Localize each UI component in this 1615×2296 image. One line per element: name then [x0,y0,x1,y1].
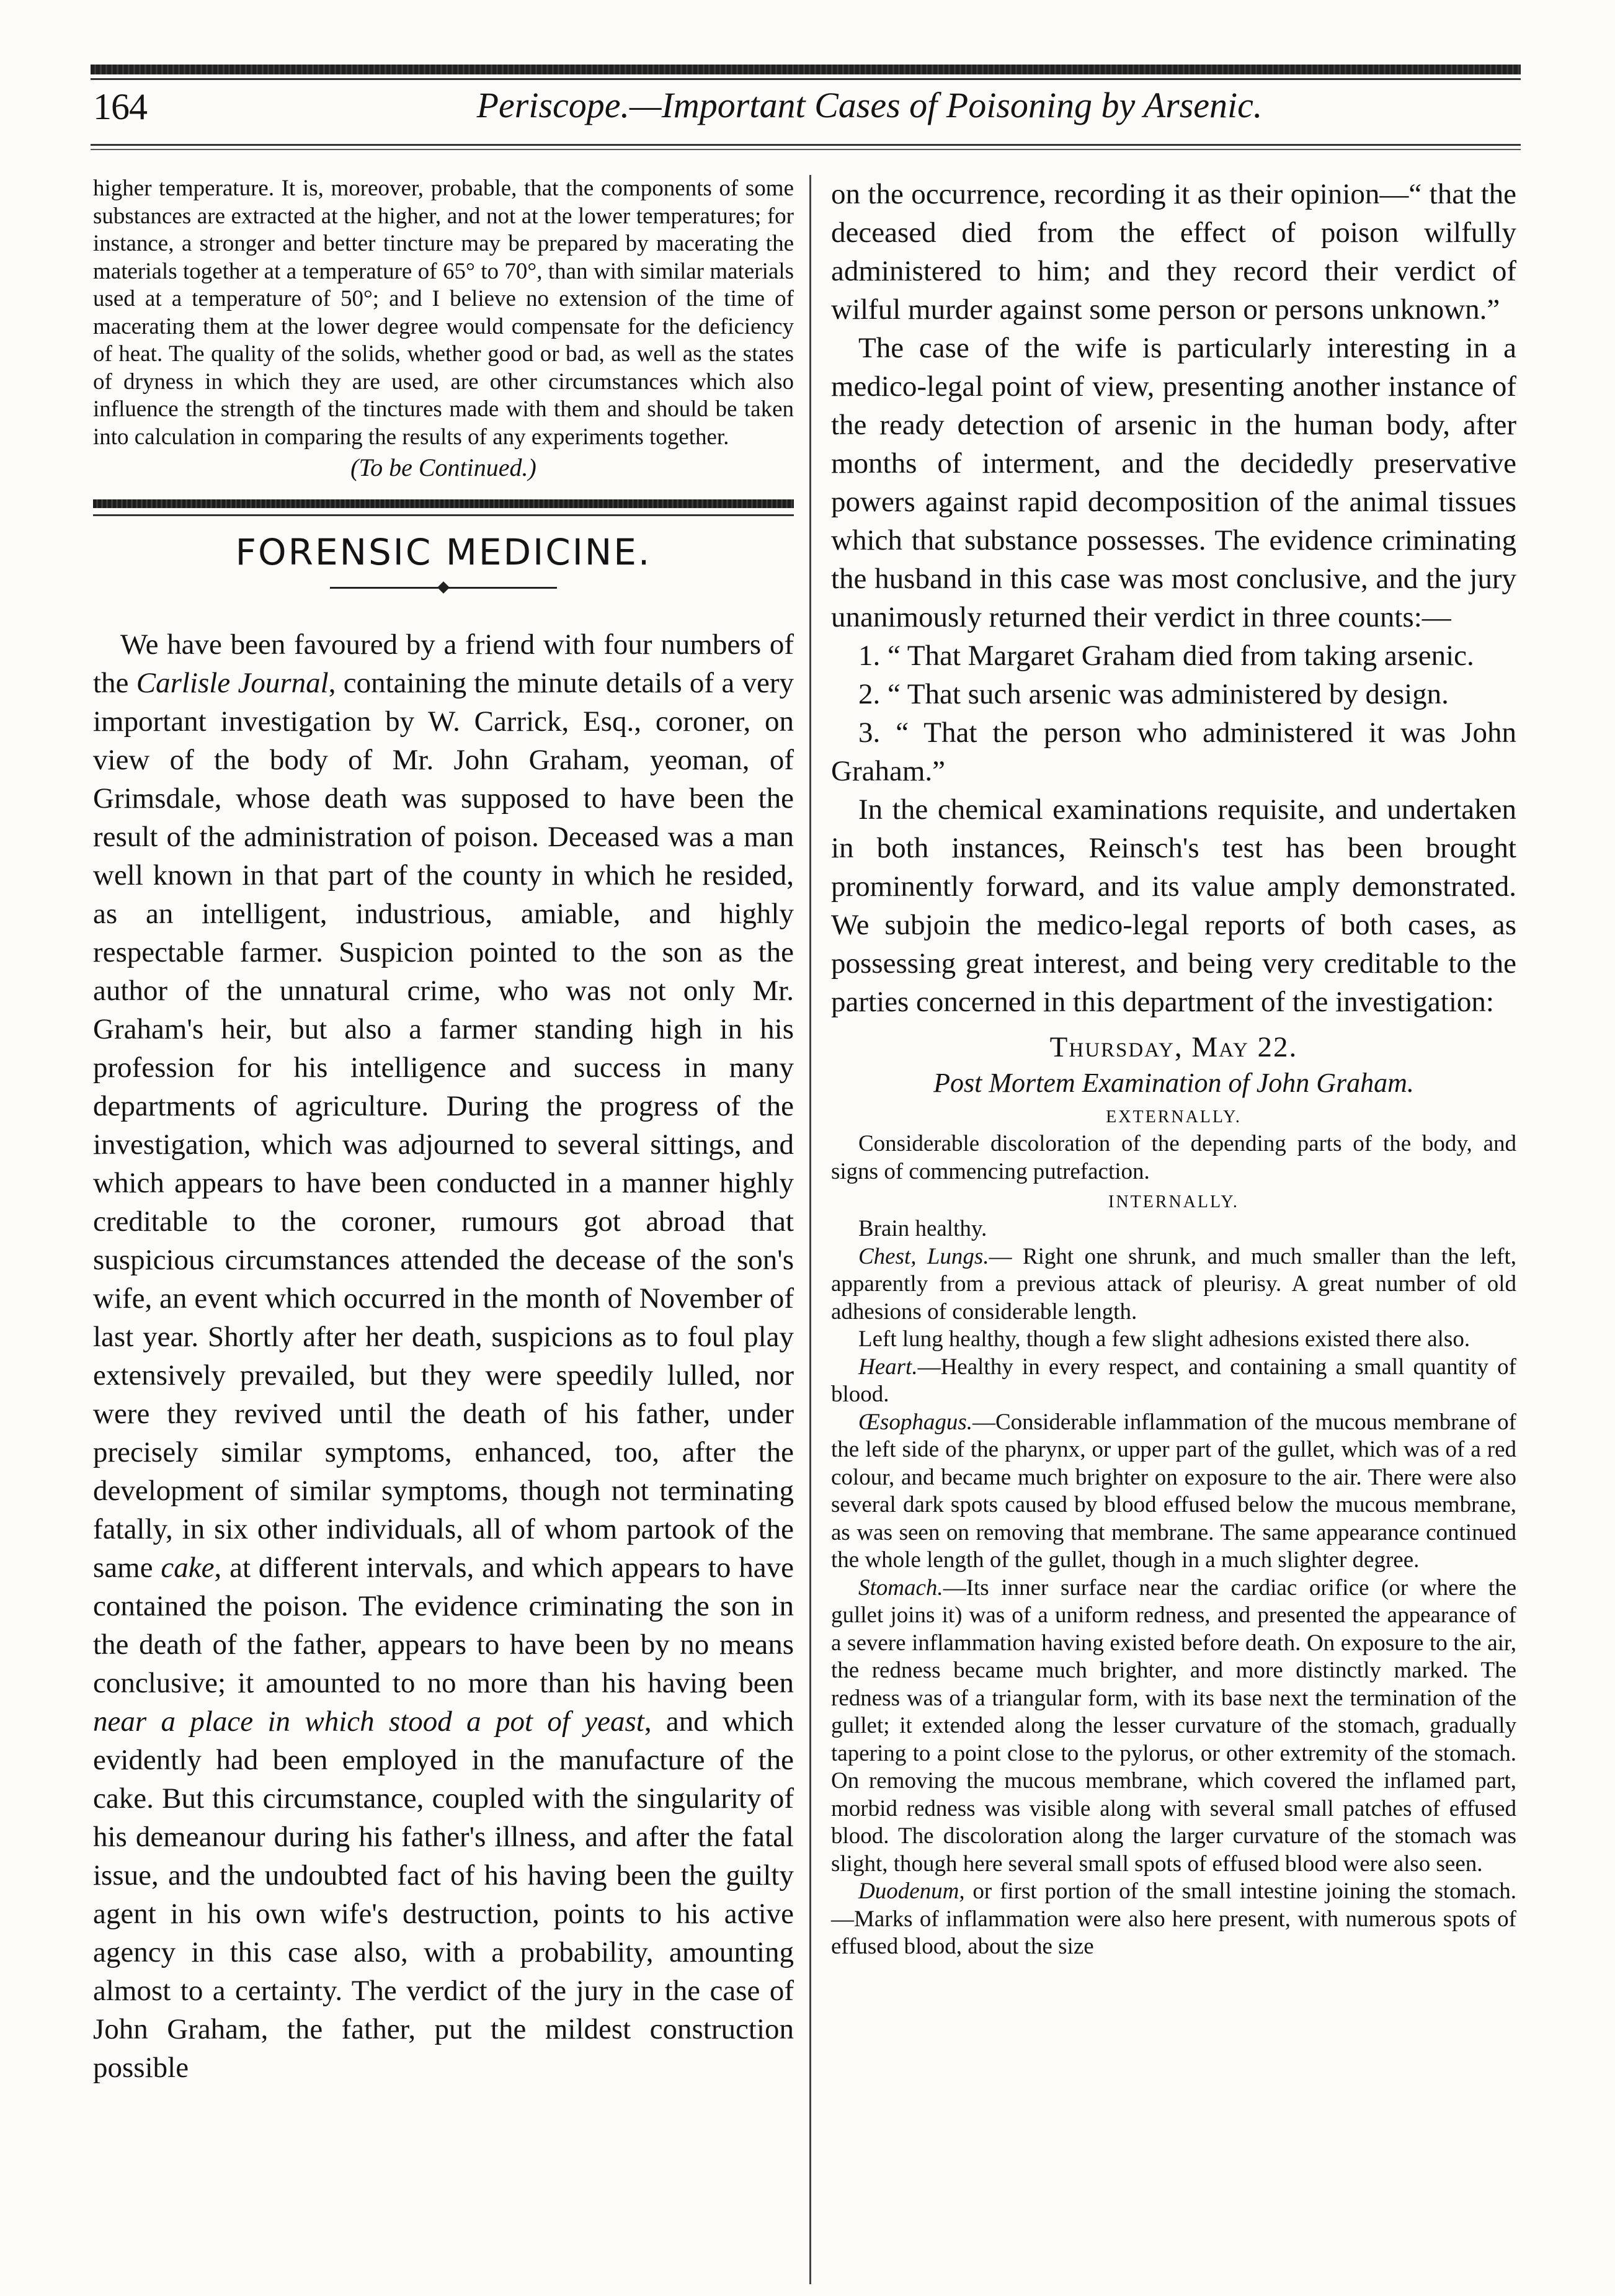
journal-name: Carlisle Journal [136,667,329,699]
stomach-label: Stomach. [858,1575,943,1601]
oesophagus-text: —Considerable inflammation of the mucous membrane of the left side of the pharynx, or upper part of the gullet, which was of a red colour, and became much brighter on exposure to the air. There were also several dark spots caused by blood effused below the mucous membrane, as was seen on removing that membrane. The same appearance continued the whole length of the gullet, though in a much slighter degree. [831,1409,1516,1573]
top-rule-thin [91,78,1521,80]
heart-text: —Healthy in every respect, and containing a small quantity of blood. [831,1354,1516,1407]
chest-label: Chest, Lungs. [858,1243,989,1269]
internally-heading: INTERNALLY. [1108,1192,1239,1212]
heart-label: Heart. [858,1354,918,1380]
section-rule [93,499,794,508]
wife-case-paragraph: The case of the wife is particularly interesting in a medico-legal point of view, presenting another instance of the ready detection of arsenic in the human body, after months of interment, and the decidedly preservative powers against rapid decomposition of the animal tissues which that substance possesses. The evidence criminating the husband in this case was most conclusive, and the jury unanimously returned their verdict in three counts:— [831,332,1516,633]
text-run: , and which evidently had been employed in the manufacture of the cake. But this circumstance, coupled with the singularity of his demeanour during his father's illness, and after the fatal issue, and the undoubted fact of his having been the guilty agent in his own wife's destruction, points to his active agency in this case also, with a probability, amounting almost to a certainty. The verdict of the jury in the case of John Graham, the father, put the mildest construction possible [93,1705,794,2084]
stomach-text: —Its inner surface near the cardiac orifice (or where the gullet joins it) was of a uniform redness, and presented the appearance of a severe inflammation having existed before death. On exposure to the air, the redness became much brighter, and more distinctly marked. The redness was of a triangular form, with its base next the termination of the gullet; it extended along the lesser curvature of the stomach, gradually tapering to a point close to the pylorus, or other extremity of the stomach. On removing the mucous membrane, which covered the inflamed part, morbid redness was visible along with several small patches of effused blood. The discoloration along the larger curvature of the stomach was slight, though here several small spots of effused blood were also seen. [831,1575,1516,1877]
running-head: Periscope.—Important Cases of Poisoning by Arsenic. [476,85,1263,125]
text-run: , containing the minute details of a very important investigation by W. Carrick, Esq., coroner, on view of the body of Mr. John Graham, yeoman, of Grimsdale, whose death was supposed to have been the result of the administration of poison. Deceased was a man well known in that part of the county in which he resided, as an intelligent, industrious, amiable, and highly respectable farmer. Suspicion pointed to the son as the author of the unnatural crime, who was not only Mr. Graham's heir, but also a farmer standing high in his profession for his intelligence and success in many departments of agriculture. During the progress of the investigation, which was adjourned to several sittings, and which appears to have been conducted in a manner highly creditable to the coroner, rumours got abroad that suspicious circumstances attended the decease of the son's wife, an event which occurred in the month of November of last year. Shortly after her death, suspicions as to foul play extensively prevailed, but they were speedily lulled, nor were they revived until the death of his father, under precisely similar symptoms, enhanced, too, after the development of similar symptoms, though not terminating fatally, in six other individuals, all of whom partook of the same [93,667,794,1584]
header-rule-secondary [91,149,1521,150]
column-divider [809,175,811,2284]
count-item: 1. “ That Margaret Graham died from taking arsenic. [858,640,1474,672]
chest-text: — Right one shrunk, and much smaller than the left, apparently from a previous attack of pleurisy. A great number of old adhesions of considerable length. [831,1243,1516,1324]
left-lung-text: Left lung healthy, though a few slight adhesions existed there also. [858,1326,1470,1352]
page-number: 164 [93,86,147,127]
section-title: FORENSIC MEDICINE. [235,531,652,573]
duodenum-label: Duodenum, [858,1878,965,1904]
heart-paragraph [831,1354,1516,1409]
duodenum-paragraph [831,1878,1516,1961]
right-column [831,175,1516,1961]
verdict-paragraph: on the occurrence, recording it as their opinion—“ that the deceased died from the effect of poison wilfully administered to him; and they record their verdict of wilful murder against some person or persons unknown.” [831,178,1516,326]
reinsch-paragraph: In the chemical examinations requisite, and undertaken in both instances, Reinsch's test has been brought prominently forward, and its value amply demonstrated. We subjoin the medico-legal reports of both cases, as possessing great interest, and being very creditable to the parties concerned in this department of the investigation: [831,793,1516,1018]
chest-paragraph [831,1243,1516,1326]
continuation-paragraph: higher temperature. It is, moreover, probable, that the components of some substances are extracted at the higher, and not at the lower temperatures; for instance, a stronger and better tincture may be prepared by macerating the materials together at a temperature of 65° to 70°, than with similar materials used at a temperature of 50°; and I believe no extension of the time of macerating them at the lower degree would compensate for the deficiency of heat. The quality of the solids, whether good or bad, as well as the states of dryness in which they are used, are other circumstances which also influence the strength of the tinctures made with them and should be taken into calculation in comparing the results of any experiments together. [93,176,794,450]
count-item: 2. “ That such arsenic was administered by design. [858,678,1449,710]
externally-text: Considerable discoloration of the depending parts of the body, and signs of commencing putrefaction. [831,1131,1516,1184]
left-column [93,175,794,2087]
header-rule [91,144,1521,146]
top-rule [91,65,1521,74]
section-rule-thin [93,514,794,516]
duodenum-text: or first portion of the small intestine joining the stomach.—Marks of inflammation were also here present, with numerous spots of effused blood, about the size [831,1878,1516,1959]
externally-heading: EXTERNALLY. [1106,1107,1242,1127]
stomach-paragraph [831,1575,1516,1878]
emphasis-cake: cake [161,1552,215,1584]
text-run: , at different intervals, and which appears to have contained the poison. The evidence criminating the son in the death of the father, appears to have been by no means conclusive; it amounted to no more than his having been [93,1552,794,1699]
continued-note: (To be Continued.) [350,453,536,481]
emphasis-yeast: near a place in which stood a pot of yeast [93,1705,644,1738]
oesophagus-paragraph [831,1409,1516,1575]
count-item: 3. “ That the person who administered it was John Graham.” [831,717,1516,787]
oesophagus-label: Œsophagus. [858,1409,972,1435]
forensic-medicine-paragraph [93,625,794,2087]
date-heading: Thursday, May 22. [1049,1031,1298,1063]
brain-text: Brain healthy. [858,1216,987,1241]
title-ornament [93,577,794,596]
report-title: Post Mortem Examination of John Graham. [933,1068,1414,1098]
text-run: We have been favoured by a friend with four numbers of the [93,628,794,699]
